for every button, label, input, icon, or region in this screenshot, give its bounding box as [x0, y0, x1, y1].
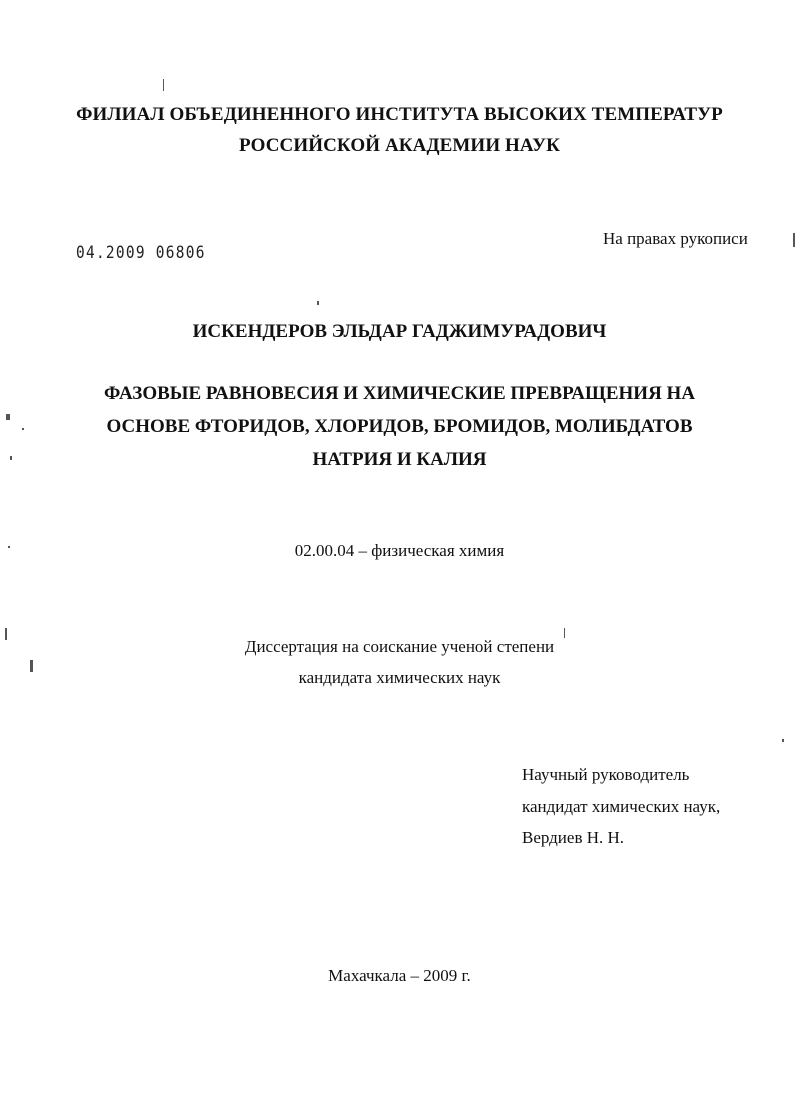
- supervisor-degree: кандидат химических наук,: [522, 797, 721, 816]
- place-and-year: Махачкала – 2009 г.: [328, 966, 471, 985]
- degree-line-1: Диссертация на соискание ученой степени: [244, 637, 555, 656]
- scan-artifact: [317, 301, 319, 305]
- thesis-title-line-2: ОСНОВЕ ФТОРИДОВ, ХЛОРИДОВ, БРОМИДОВ, МОЛИБДАТОВ: [106, 416, 693, 437]
- scan-artifact: [782, 739, 784, 742]
- registry-stamp: 04.2009 06806: [76, 243, 206, 263]
- rights-note: На правах рукописи: [603, 229, 748, 248]
- degree-line-2: кандидата химических наук: [298, 668, 501, 687]
- supervisor-name: Вердиев Н. Н.: [522, 828, 625, 847]
- thesis-title-line-1: ФАЗОВЫЕ РАВНОВЕСИЯ И ХИМИЧЕСКИЕ ПРЕВРАЩЕНИЯ НА: [103, 383, 696, 404]
- scan-artifact: [793, 233, 795, 247]
- scan-artifact: [163, 79, 164, 91]
- author-name: ИСКЕНДЕРОВ ЭЛЬДАР ГАДЖИМУРАДОВИЧ: [192, 321, 607, 342]
- organization-line-1: ФИЛИАЛ ОБЪЕДИНЕННОГО ИНСТИТУТА ВЫСОКИХ ТЕМПЕРАТУР: [76, 104, 723, 125]
- organization-line-2: РОССИЙСКОЙ АКАДЕМИИ НАУК: [239, 135, 560, 156]
- supervisor-role: Научный руководитель: [522, 765, 690, 784]
- specialty-code: 02.00.04 – физическая химия: [294, 541, 505, 560]
- thesis-title-line-3: НАТРИЯ И КАЛИЯ: [312, 449, 487, 470]
